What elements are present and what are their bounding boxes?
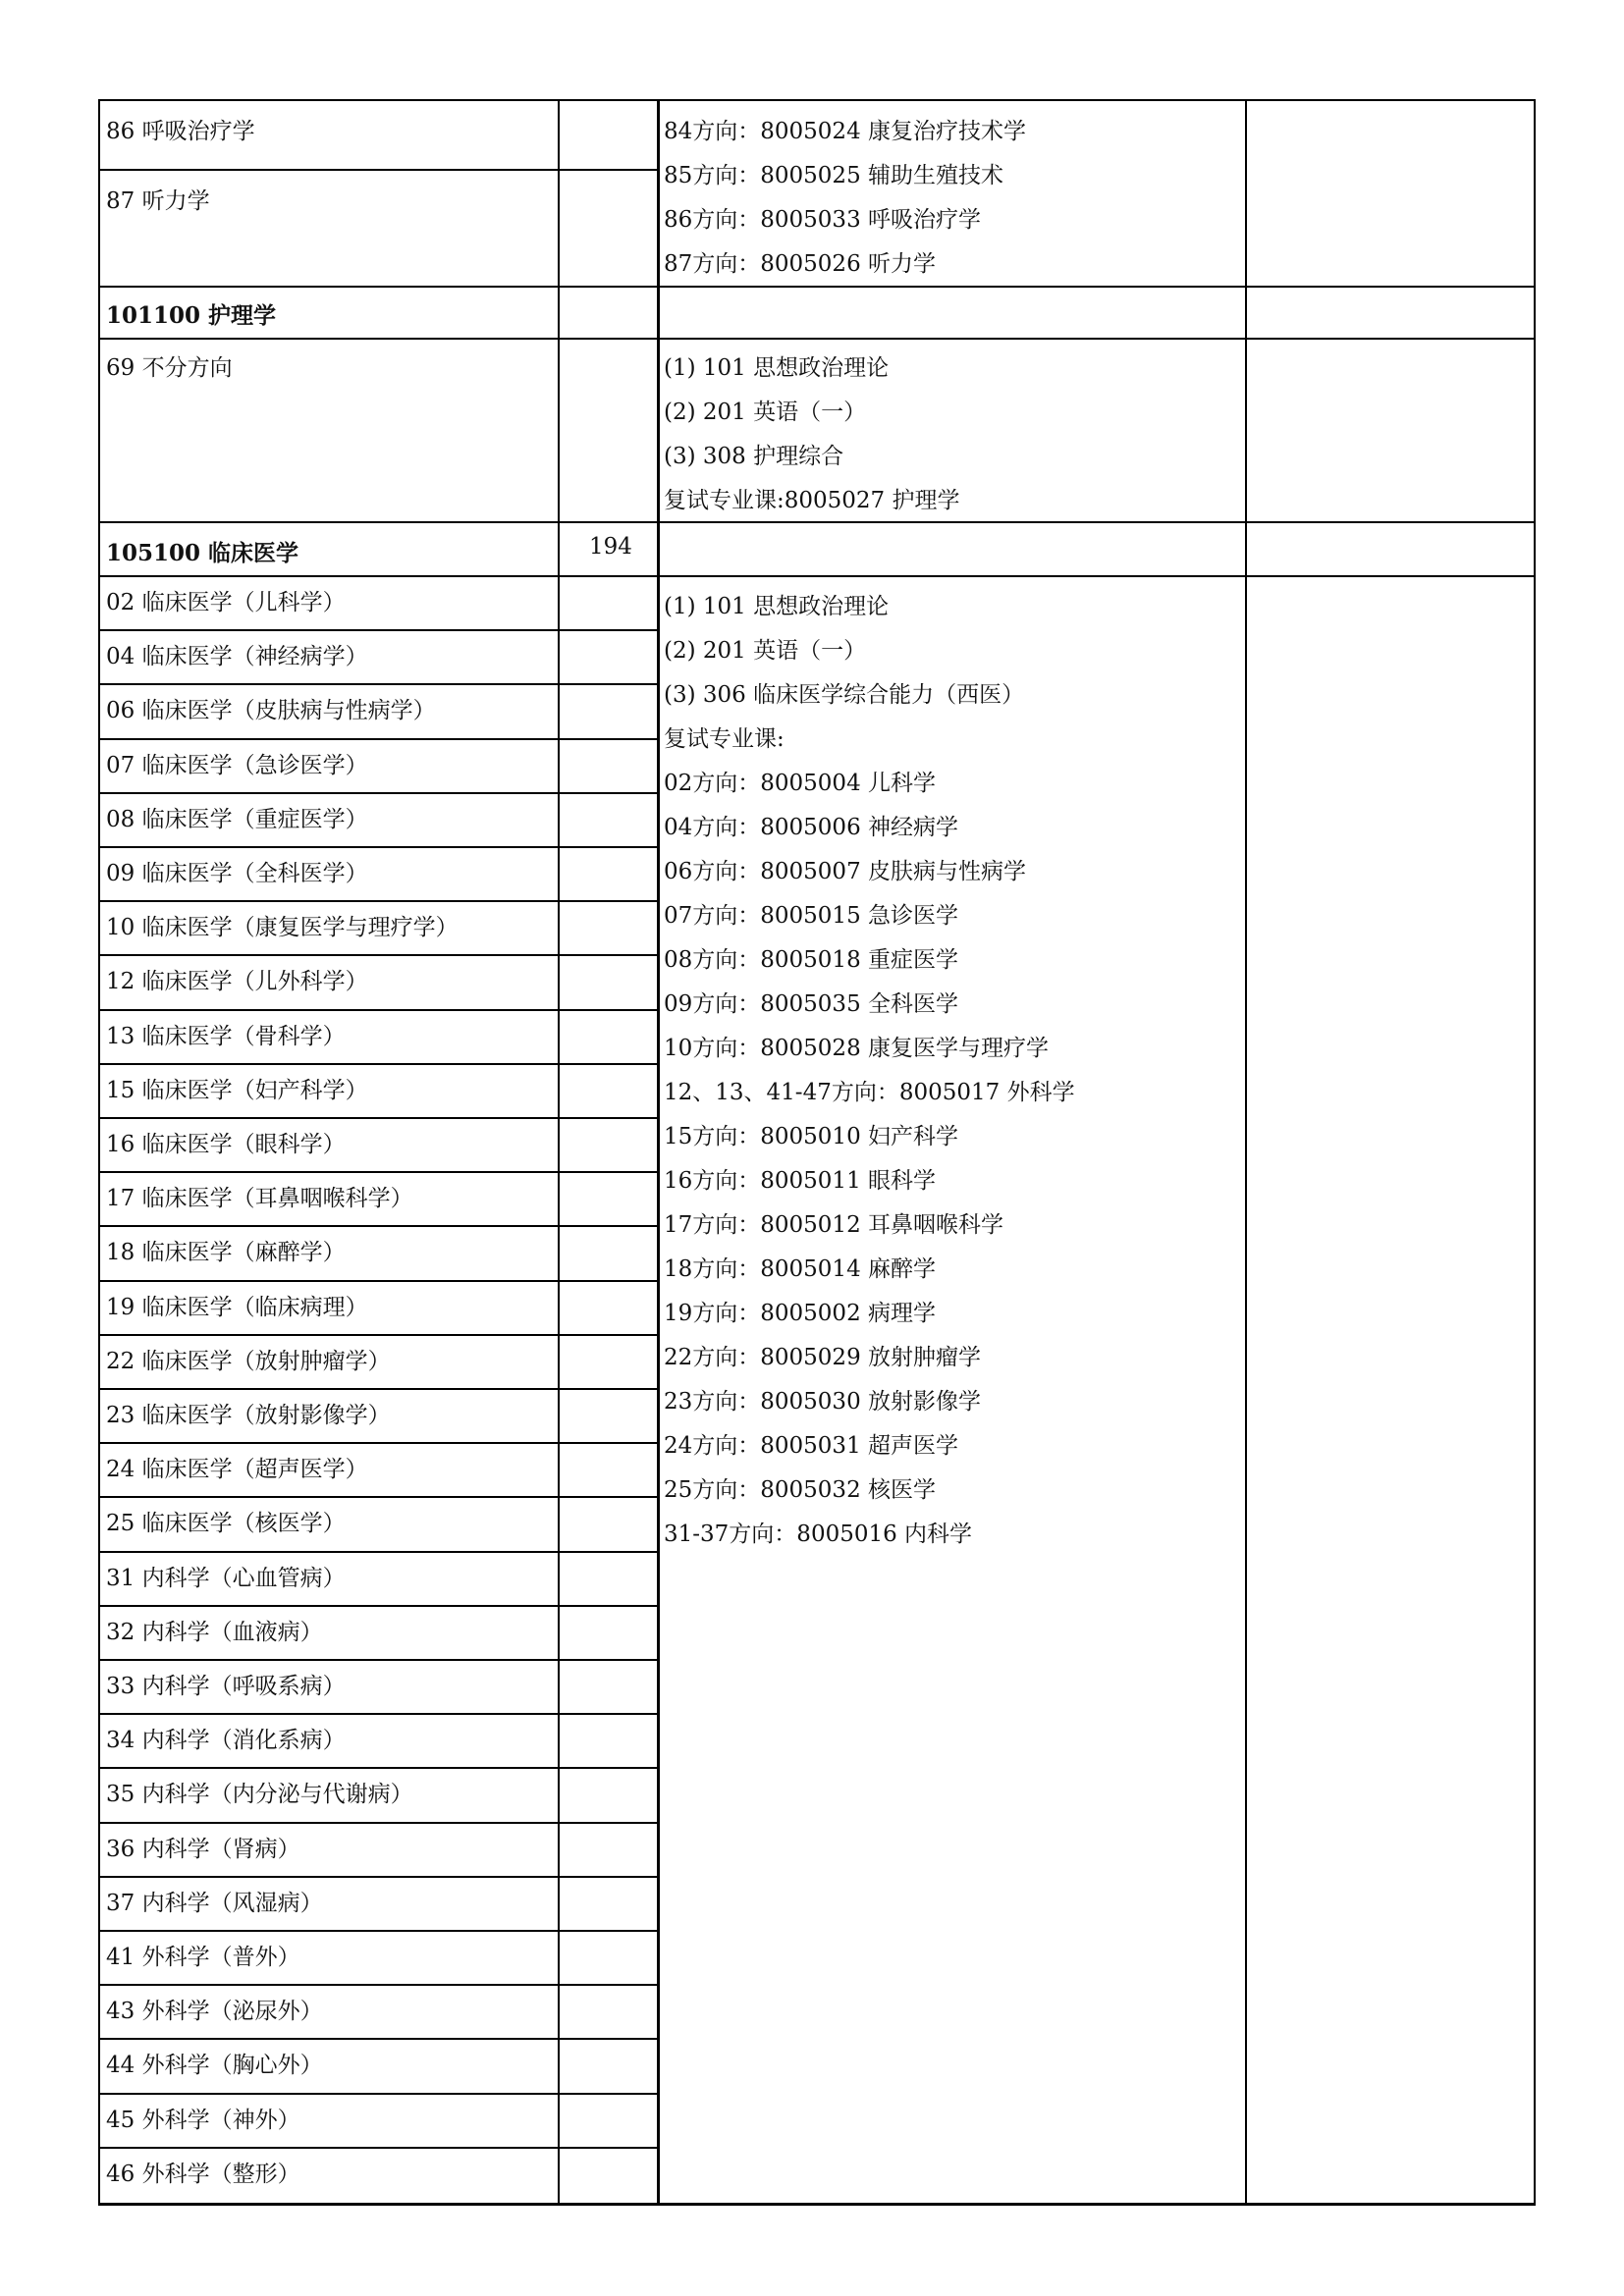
table-border-bottom bbox=[98, 2203, 1536, 2206]
exam-lines-section3 bbox=[664, 585, 1075, 1557]
section-divider bbox=[98, 575, 1536, 577]
exam-line: 02方向：8005004 儿科学 bbox=[664, 771, 937, 796]
exam-line: (1) 101 思想政治理论 bbox=[664, 355, 890, 381]
exam-line: 04方向：8005006 神经病学 bbox=[664, 815, 959, 840]
direction-row: 13 临床医学（骨科学） bbox=[106, 1024, 346, 1049]
exam-line: 86方向：8005033 呼吸治疗学 bbox=[664, 207, 982, 233]
exam-line: 19方向：8005002 病理学 bbox=[664, 1301, 937, 1326]
exam-line: 17方向：8005012 耳鼻咽喉科学 bbox=[664, 1212, 1004, 1238]
row-divider bbox=[98, 1442, 658, 1444]
direction-row: 12 临床医学（儿外科学） bbox=[106, 969, 368, 994]
exam-line: 复试专业课: bbox=[664, 726, 785, 752]
exam-line: (2) 201 英语（一） bbox=[664, 638, 867, 664]
row-divider bbox=[98, 1822, 658, 1824]
exam-line: 84方向：8005024 康复治疗技术学 bbox=[664, 119, 1027, 144]
exam-line: (1) 101 思想政治理论 bbox=[664, 594, 890, 619]
direction-row: 43 外科学（泌尿外） bbox=[106, 1999, 323, 2024]
section-divider bbox=[98, 338, 1536, 340]
row-divider bbox=[98, 738, 658, 740]
exam-line: 12、13、41-47方向：8005017 外科学 bbox=[664, 1080, 1075, 1105]
direction-row: 06 临床医学（皮肤病与性病学） bbox=[106, 698, 436, 723]
direction-row: 24 临床医学（超声医学） bbox=[106, 1457, 368, 1482]
row-divider bbox=[98, 1063, 658, 1065]
direction-87: 87 听力学 bbox=[106, 188, 210, 214]
direction-row: 41 外科学（普外） bbox=[106, 1945, 300, 1970]
admission-catalog-table bbox=[98, 99, 1536, 2206]
exam-line: 10方向：8005028 康复医学与理疗学 bbox=[664, 1036, 1050, 1061]
direction-row: 22 临床医学（放射肿瘤学） bbox=[106, 1349, 391, 1374]
row-divider bbox=[98, 629, 658, 631]
direction-row: 35 内科学（内分泌与代谢病） bbox=[106, 1782, 413, 1807]
section-divider bbox=[98, 286, 1536, 288]
direction-69: 69 不分方向 bbox=[106, 355, 233, 381]
direction-row: 15 临床医学（妇产科学） bbox=[106, 1078, 368, 1103]
exam-line: 87方向：8005026 听力学 bbox=[664, 251, 937, 277]
exam-line: 85方向：8005025 辅助生殖技术 bbox=[664, 163, 1004, 188]
section-divider bbox=[98, 521, 1536, 523]
exam-line: 复试专业课:8005027 护理学 bbox=[664, 488, 960, 513]
direction-row: 09 临床医学（全科医学） bbox=[106, 861, 368, 886]
row-divider bbox=[98, 1876, 658, 1878]
major-header-nursing: 101100 护理学 bbox=[106, 302, 277, 329]
exam-lines-section1 bbox=[664, 110, 1026, 287]
direction-row: 17 临床医学（耳鼻咽喉科学） bbox=[106, 1186, 413, 1211]
exam-line: 31-37方向：8005016 内科学 bbox=[664, 1522, 973, 1547]
row-divider bbox=[98, 792, 658, 794]
direction-row: 10 临床医学（康复医学与理疗学） bbox=[106, 915, 459, 940]
exam-line: 24方向：8005031 超声医学 bbox=[664, 1433, 959, 1459]
exam-line: (3) 306 临床医学综合能力（西医） bbox=[664, 682, 1025, 708]
row-divider bbox=[98, 2093, 658, 2095]
row-divider bbox=[98, 1009, 658, 1011]
row-divider bbox=[98, 900, 658, 902]
row-divider bbox=[98, 1713, 658, 1715]
row-divider bbox=[98, 1605, 658, 1607]
enrollment-quota: 194 bbox=[589, 534, 632, 560]
exam-line: 16方向：8005011 眼科学 bbox=[664, 1168, 937, 1194]
direction-row: 46 外科学（整形） bbox=[106, 2162, 300, 2187]
direction-row: 04 临床医学（神经病学） bbox=[106, 644, 368, 669]
direction-row: 31 内科学（心血管病） bbox=[106, 1566, 346, 1591]
row-divider bbox=[98, 683, 658, 685]
row-divider bbox=[98, 2038, 658, 2040]
direction-row: 18 临床医学（麻醉学） bbox=[106, 1240, 346, 1265]
exam-line: (3) 308 护理综合 bbox=[664, 444, 844, 469]
table-border-left bbox=[98, 99, 100, 2206]
exam-line: 07方向：8005015 急诊医学 bbox=[664, 903, 959, 929]
direction-row: 25 临床医学（核医学） bbox=[106, 1511, 346, 1536]
exam-line: 08方向：8005018 重症医学 bbox=[664, 947, 959, 973]
table-border-top bbox=[98, 99, 1536, 101]
direction-row: 07 临床医学（急诊医学） bbox=[106, 753, 368, 778]
row-divider bbox=[98, 1551, 658, 1553]
direction-row: 33 内科学（呼吸系病） bbox=[106, 1674, 346, 1699]
row-divider bbox=[98, 954, 658, 956]
direction-row: 16 临床医学（眼科学） bbox=[106, 1132, 346, 1157]
exam-line: 15方向：8005010 妇产科学 bbox=[664, 1124, 959, 1149]
row-divider bbox=[98, 2147, 658, 2149]
row-divider bbox=[98, 169, 658, 171]
exam-line: 25方向：8005032 核医学 bbox=[664, 1477, 937, 1503]
exam-line: 22方向：8005029 放射肿瘤学 bbox=[664, 1345, 982, 1370]
row-divider bbox=[98, 1388, 658, 1390]
row-divider bbox=[98, 1225, 658, 1227]
column-divider bbox=[1245, 99, 1247, 2206]
direction-row: 02 临床医学（儿科学） bbox=[106, 590, 346, 615]
direction-row: 19 临床医学（临床病理） bbox=[106, 1295, 368, 1320]
direction-row: 45 外科学（神外） bbox=[106, 2108, 300, 2133]
direction-row: 23 临床医学（放射影像学） bbox=[106, 1403, 391, 1428]
direction-row: 34 内科学（消化系病） bbox=[106, 1728, 346, 1753]
row-divider bbox=[98, 1767, 658, 1769]
direction-row: 32 内科学（血液病） bbox=[106, 1620, 323, 1645]
exam-lines-section2 bbox=[664, 347, 960, 523]
exam-line: 23方向：8005030 放射影像学 bbox=[664, 1389, 982, 1415]
direction-row: 36 内科学（肾病） bbox=[106, 1837, 300, 1862]
row-divider bbox=[98, 1171, 658, 1173]
column-divider bbox=[558, 99, 560, 2206]
row-divider bbox=[98, 846, 658, 848]
row-divider bbox=[98, 1984, 658, 1986]
row-divider bbox=[98, 1280, 658, 1282]
exam-line: 18方向：8005014 麻醉学 bbox=[664, 1256, 937, 1282]
row-divider bbox=[98, 1117, 658, 1119]
major-header-clinical-medicine: 105100 临床医学 bbox=[106, 540, 299, 566]
table-border-right bbox=[1534, 99, 1536, 2206]
direction-86: 86 呼吸治疗学 bbox=[106, 119, 255, 144]
direction-row: 08 临床医学（重症医学） bbox=[106, 807, 368, 832]
row-divider bbox=[98, 1334, 658, 1336]
direction-row: 44 外科学（胸心外） bbox=[106, 2053, 323, 2078]
column-divider bbox=[657, 99, 660, 2206]
exam-line: (2) 201 英语（一） bbox=[664, 400, 867, 425]
exam-line: 09方向：8005035 全科医学 bbox=[664, 991, 959, 1017]
row-divider bbox=[98, 1496, 658, 1498]
direction-row: 37 内科学（风湿病） bbox=[106, 1891, 323, 1916]
exam-line: 06方向：8005007 皮肤病与性病学 bbox=[664, 859, 1027, 884]
row-divider bbox=[98, 1659, 658, 1661]
row-divider bbox=[98, 1930, 658, 1932]
